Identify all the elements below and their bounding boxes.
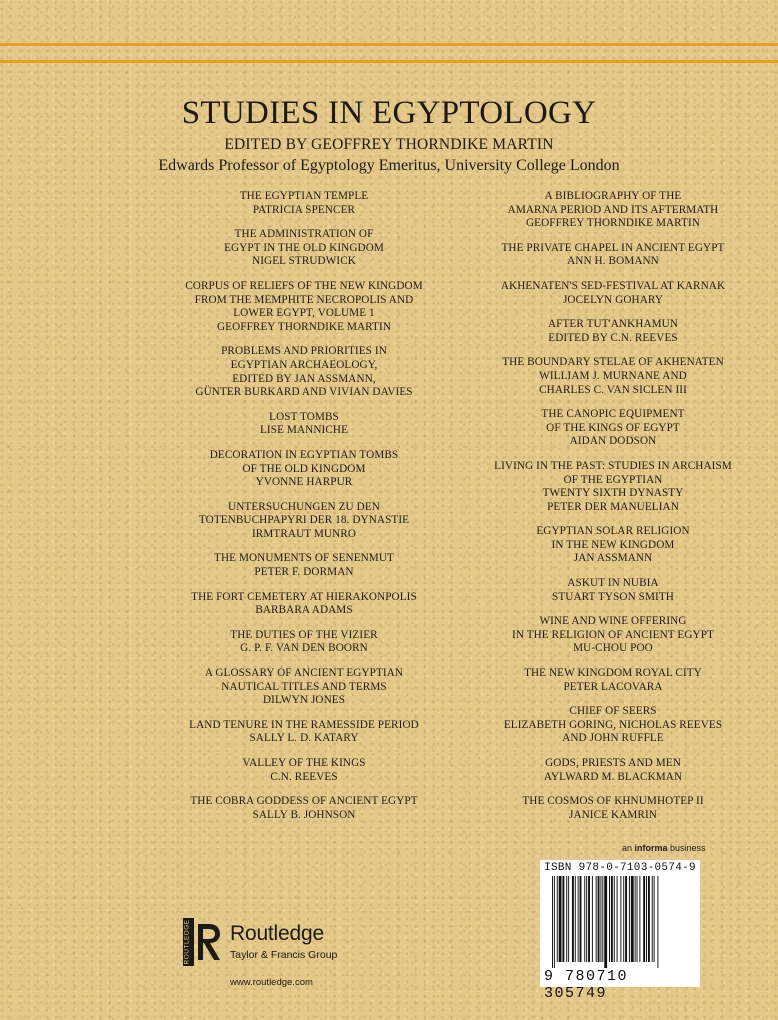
book-entry [482, 356, 744, 397]
book-entry [172, 629, 436, 656]
publisher-group: Taylor & Francis Group [230, 949, 338, 961]
book-entry-line: OF THE EGYPTIAN [563, 473, 663, 486]
svg-text:ROUTLEDGE: ROUTLEDGE [183, 919, 191, 965]
book-entry-line: THE DUTIES OF THE VIZIER [230, 628, 378, 641]
book-entry [172, 449, 436, 490]
book-entry-line: BARBARA ADAMS [255, 604, 353, 617]
book-entry-line: WINE AND WINE OFFERING [539, 615, 687, 628]
book-entry-line: IN THE NEW KINGDOM [551, 538, 675, 551]
book-entry [172, 552, 436, 579]
book-entry-line: EDITED BY C.N. REEVES [548, 331, 678, 344]
book-entry-line: WILLIAM J. MURNANE AND [539, 369, 687, 382]
book-entry-line: SALLY B. JOHNSON [252, 808, 356, 821]
book-entry-line: G. P. F. VAN DEN BOORN [240, 642, 368, 655]
book-entry [482, 190, 744, 231]
book-entry-line: DECORATION IN EGYPTIAN TOMBS [209, 448, 399, 461]
informa-business-tagline [622, 843, 706, 853]
book-entry-line: TOTENBUCHPAPYRI DER 18. DYNASTIE [198, 514, 410, 527]
book-entry-line: GEOFFREY THORNDIKE MARTIN [217, 320, 391, 333]
top-orange-rule [0, 43, 778, 46]
book-entry [482, 615, 744, 656]
right-title-list [482, 190, 744, 833]
book-entry-line: AMARNA PERIOD AND ITS AFTERMATH [507, 203, 719, 216]
book-entry-line: TWENTY SIXTH DYNASTY [542, 487, 684, 500]
book-entry-line: LIVING IN THE PAST: STUDIES IN ARCHAISM [494, 459, 732, 472]
book-entry-line: NIGEL STRUDWICK [252, 255, 356, 268]
book-entry [172, 667, 436, 708]
book-entry-line: JANICE KAMRIN [568, 808, 657, 821]
book-entry [482, 460, 744, 514]
book-entry-line: YVONNE HARPUR [255, 476, 353, 489]
series-title: STUDIES IN EGYPTOLOGY [181, 95, 597, 131]
routledge-r-icon [183, 918, 223, 966]
book-entry-line: NAUTICAL TITLES AND TERMS [221, 680, 387, 693]
book-entry-line: OF THE OLD KINGDOM [242, 462, 366, 475]
book-entry [482, 408, 744, 449]
isbn-barcode [540, 860, 700, 1002]
book-entry-line: EDITED BY JAN ASSMANN, [232, 372, 376, 385]
book-entry-line: LOWER EGYPT, VOLUME 1 [233, 307, 375, 320]
book-entry-line: THE BOUNDARY STELAE OF AKHENATEN [502, 356, 724, 369]
book-entry-line: THE COBRA GODDESS OF ANCIENT EGYPT [190, 795, 418, 808]
book-entry-line: EGYPT IN THE OLD KINGDOM [224, 241, 384, 254]
book-entry [172, 501, 436, 542]
book-entry-line: LOST TOMBS [269, 410, 339, 423]
book-entry-line: OF THE KINGS OF EGYPT [546, 421, 680, 434]
informa-brand: informa [634, 843, 668, 853]
book-entry-line: AND JOHN RUFFLE [562, 732, 664, 745]
book-entry-line: ASKUT IN NUBIA [567, 577, 659, 590]
book-entry-line: PROBLEMS AND PRIORITIES IN [221, 345, 387, 358]
book-entry [172, 795, 436, 822]
book-entry-line: LISE MANNICHE [260, 424, 348, 437]
book-entry-line: THE FORT CEMETERY AT HIERAKONPOLIS [191, 590, 417, 603]
book-entry-line: THE NEW KINGDOM ROYAL CITY [524, 667, 702, 680]
book-entry-line: A GLOSSARY OF ANCIENT EGYPTIAN [204, 667, 404, 680]
book-entry-line: PATRICIA SPENCER [252, 203, 356, 216]
book-entry-line: THE EGYPTIAN TEMPLE [239, 190, 369, 202]
book-entry-line: THE ADMINISTRATION OF [234, 228, 374, 241]
book-entry [482, 242, 744, 269]
barcode-bars [550, 876, 690, 968]
book-entry [172, 757, 436, 784]
book-entry-line: CHARLES C. VAN SICLEN III [539, 383, 687, 396]
book-entry-line: EGYPTIAN ARCHAEOLOGY, [230, 358, 378, 371]
book-entry [172, 228, 436, 269]
book-entry-line: PETER DER MANUELIAN [547, 500, 679, 513]
book-entry-line: AYLWARD M. BLACKMAN [543, 770, 683, 783]
book-entry [482, 757, 744, 784]
book-entry-line: GÜNTER BURKARD AND VIVIAN DAVIES [195, 386, 413, 399]
book-entry-line: C.N. REEVES [270, 770, 338, 783]
book-entry-line: FROM THE MEMPHITE NECROPOLIS AND [194, 293, 414, 306]
book-entry-line: CORPUS OF RELIEFS OF THE NEW KINGDOM [185, 279, 423, 292]
isbn-label: ISBN 978-0-7103-0574-9 [544, 862, 696, 874]
book-entry [172, 719, 436, 746]
book-entry-line: AKHENATEN'S SED-FESTIVAL AT KARNAK [500, 279, 726, 292]
book-entry [172, 591, 436, 618]
editor-affiliation: Edwards Professor of Egyptology Emeritus, University College London [158, 157, 620, 174]
book-entry [172, 190, 436, 217]
book-entry-line: JAN ASSMANN [573, 552, 653, 565]
series-editor: EDITED BY GEOFFREY THORNDIKE MARTIN [224, 136, 554, 153]
barcode-digits: 9 780710 305749 [544, 968, 629, 1002]
book-entry [482, 795, 744, 822]
book-entry [482, 525, 744, 566]
book-entry-line: THE CANOPIC EQUIPMENT [541, 408, 685, 421]
book-entry-line: ANN H. BOMANN [567, 255, 659, 268]
book-entry-line: IN THE RELIGION OF ANCIENT EGYPT [512, 628, 714, 641]
publisher-name: Routledge [230, 922, 324, 945]
book-entry-line: MU-CHOU POO [573, 642, 653, 655]
book-entry-line: A BIBLIOGRAPHY OF THE [544, 190, 682, 202]
book-entry-line: THE MONUMENTS OF SENENMUT [214, 552, 394, 565]
informa-prefix: an [622, 843, 635, 853]
book-entry-line: AIDAN DODSON [569, 435, 657, 448]
book-entry-line: JOCELYN GOHARY [562, 293, 664, 306]
book-entry [172, 280, 436, 334]
publisher-url: www.routledge.com [230, 977, 313, 988]
book-entry-line: GODS, PRIESTS AND MEN [545, 757, 681, 769]
book-entry-line: UNTERSUCHUNGEN ZU DEN [228, 500, 380, 513]
informa-suffix: business [667, 843, 706, 853]
book-entry-line: CHIEF OF SEERS [569, 705, 657, 718]
book-entry-line: GEOFFREY THORNDIKE MARTIN [526, 217, 700, 230]
book-entry-line: STUART TYSON SMITH [552, 590, 674, 603]
book-entry-line: PETER LACOVARA [563, 680, 663, 693]
book-entry-line: PETER F. DORMAN [254, 566, 354, 579]
book-entry-line: THE PRIVATE CHAPEL IN ANCIENT EGYPT [501, 241, 725, 254]
second-orange-rule [0, 60, 778, 63]
book-entry-line: AFTER TUT'ANKHAMUN [547, 318, 679, 331]
book-entry [482, 577, 744, 604]
book-entry [482, 667, 744, 694]
book-entry-line: EGYPTIAN SOLAR RELIGION [536, 525, 690, 538]
book-entry [172, 411, 436, 438]
book-entry-line: SALLY L. D. KATARY [249, 732, 359, 745]
book-entry-line: LAND TENURE IN THE RAMESSIDE PERIOD [189, 718, 419, 731]
book-entry [482, 705, 744, 746]
book-entry [482, 318, 744, 345]
book-entry-line: IRMTRAUT MUNRO [251, 527, 357, 540]
book-entry-line: THE COSMOS OF KHNUMHOTEP II [522, 795, 704, 808]
book-entry-line: VALLEY OF THE KINGS [242, 757, 366, 769]
book-entry-line: ELIZABETH GORING, NICHOLAS REEVES [503, 718, 723, 731]
book-entry [172, 345, 436, 399]
book-entry-line: DILWYN JONES [262, 694, 346, 707]
left-title-list [172, 190, 436, 833]
book-entry [482, 280, 744, 307]
